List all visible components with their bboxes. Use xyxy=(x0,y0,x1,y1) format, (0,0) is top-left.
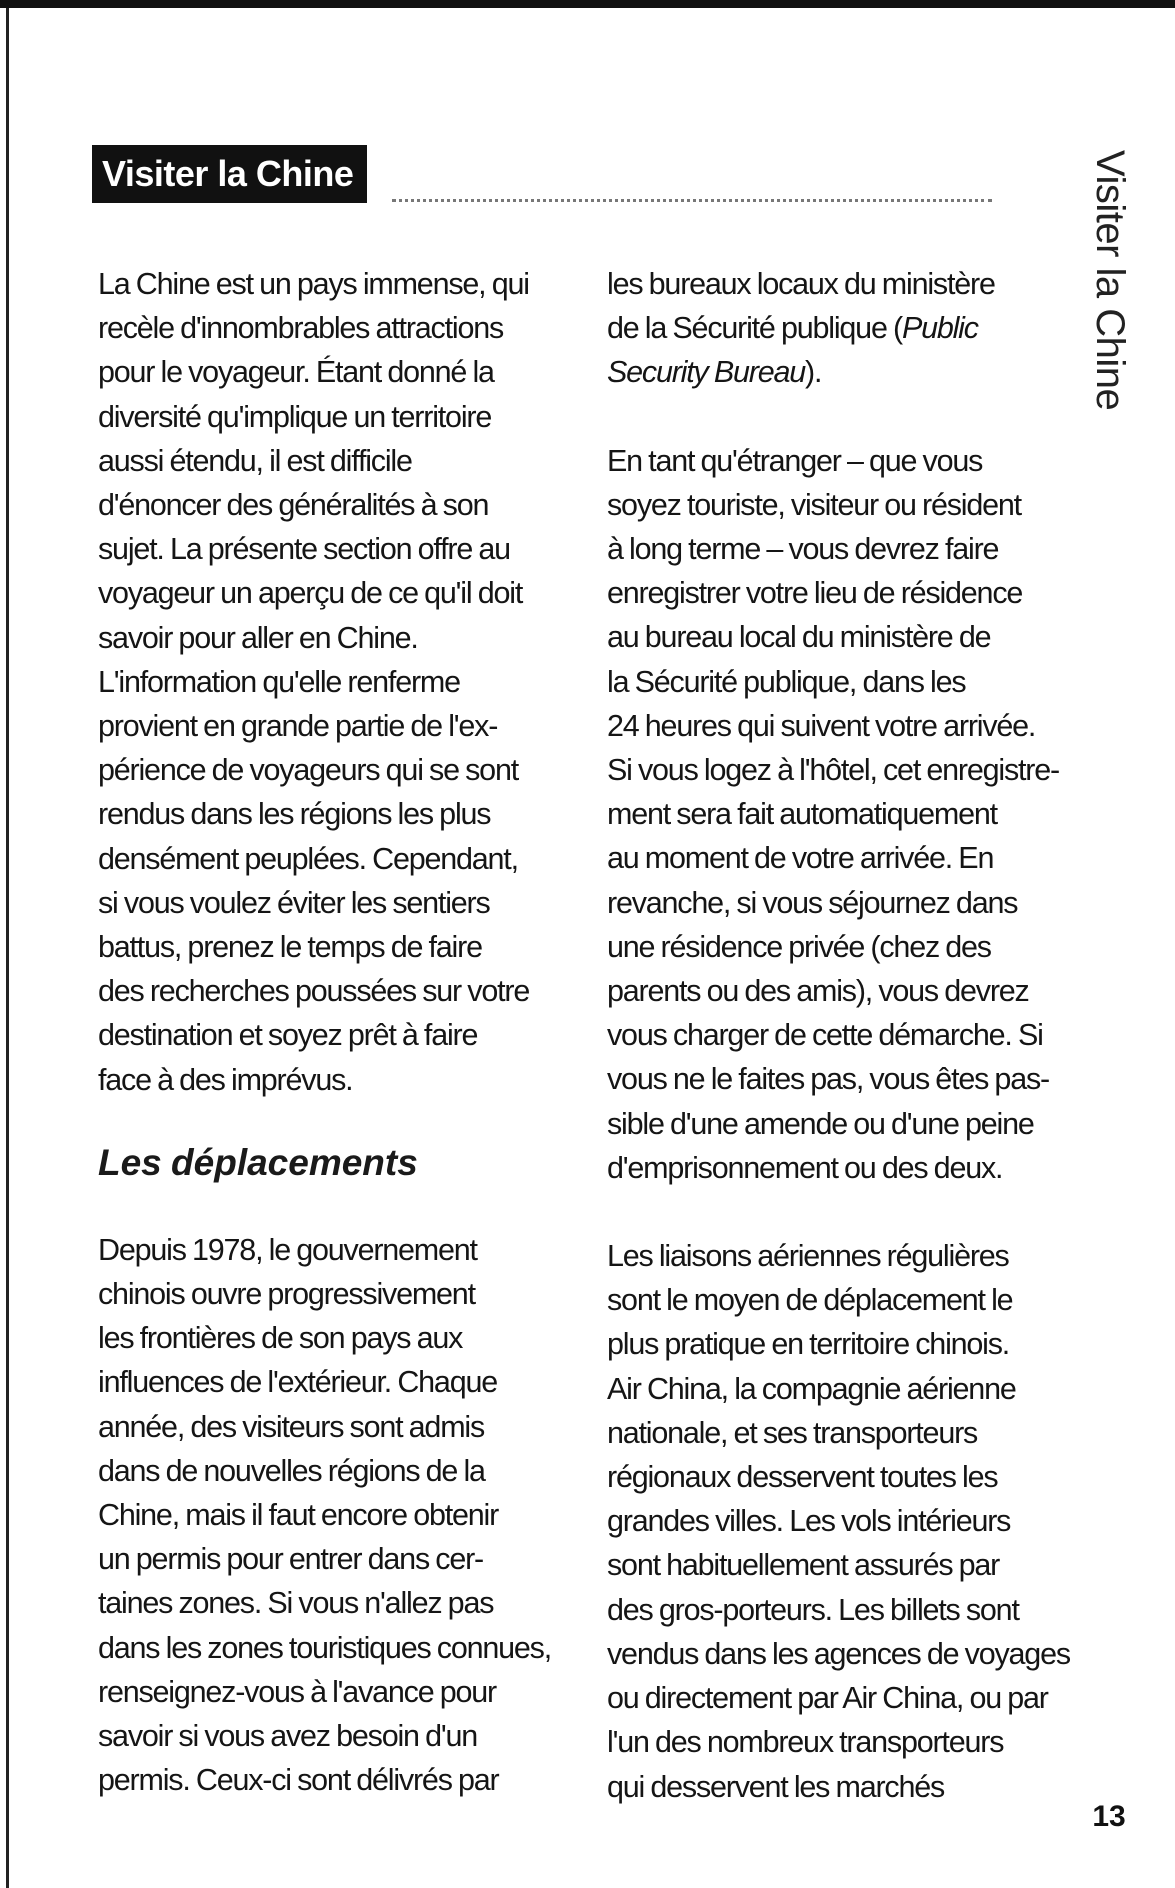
text-line: battus, prenez le temps de faire xyxy=(98,930,482,965)
text-line: des recherches poussées sur votre xyxy=(98,974,530,1009)
text-line: ). xyxy=(805,355,822,390)
side-tab-label: Visiter la Chine xyxy=(1088,150,1132,410)
top-rule xyxy=(0,0,1175,8)
text-line: d'emprisonnement ou des deux. xyxy=(607,1150,1003,1185)
text-line: l'un des nombreux transporteurs xyxy=(607,1725,1004,1760)
text-line: densément peuplées. Cependant, xyxy=(98,841,518,876)
header-dotted-rule xyxy=(392,199,992,202)
text-line: Air China, la compagnie aérienne xyxy=(607,1371,1016,1406)
text-line: à long terme – vous devrez faire xyxy=(607,532,999,567)
italic-text: Public xyxy=(901,311,978,346)
text-line: pour le voyageur. Étant donné la xyxy=(98,355,494,390)
text-line: aussi étendu, il est difficile xyxy=(98,443,412,478)
text-line: ou directement par Air China, ou par xyxy=(607,1681,1048,1716)
text-line: si vous voulez éviter les sentiers xyxy=(98,885,490,920)
registration-paragraph xyxy=(607,439,1077,1190)
text-line: influences de l'extérieur. Chaque xyxy=(98,1365,497,1400)
text-line: savoir pour aller en Chine. xyxy=(98,620,418,655)
text-line: face à des imprévus. xyxy=(98,1062,353,1097)
text-line: 24 heures qui suivent votre arrivée. xyxy=(607,708,1036,743)
text-line: destination et soyez prêt à faire xyxy=(98,1018,478,1053)
text-line: Les liaisons aériennes régulières xyxy=(607,1239,1009,1274)
text-line: au bureau local du ministère de xyxy=(607,620,991,655)
text-line: la Sécurité publique, dans les xyxy=(607,664,966,699)
text-line: ment sera fait automatiquement xyxy=(607,797,997,832)
text-line: d'énoncer des généralités à son xyxy=(98,488,489,523)
text-line: les frontières de son pays aux xyxy=(98,1321,463,1356)
text-line: année, des visiteurs sont admis xyxy=(98,1409,485,1444)
text-line: savoir si vous avez besoin d'un xyxy=(98,1719,477,1754)
text-line: recèle d'innombrables attractions xyxy=(98,311,504,346)
side-tab xyxy=(1080,150,1140,410)
text-line: revanche, si vous séjournez dans xyxy=(607,885,1018,920)
italic-text: Security Bureau xyxy=(607,355,805,390)
text-line: Si vous logez à l'hôtel, cet enregistre- xyxy=(607,753,1059,788)
text-line: de la Sécurité publique ( xyxy=(607,311,902,346)
text-line: sujet. La présente section offre au xyxy=(98,532,510,567)
intro-paragraph xyxy=(98,262,568,1102)
text-line: une résidence privée (chez des xyxy=(607,929,991,964)
text-line: voyageur un aperçu de ce qu'il doit xyxy=(98,576,523,611)
left-page-edge xyxy=(6,8,9,1888)
text-line: qui desservent les marchés xyxy=(607,1769,945,1804)
text-line: enregistrer votre lieu de résidence xyxy=(607,576,1023,611)
air-travel-paragraph xyxy=(607,1234,1077,1809)
text-line: diversité qu'implique un territoire xyxy=(98,399,492,434)
text-line: sible d'une amende ou d'une peine xyxy=(607,1106,1034,1141)
left-column xyxy=(98,262,568,1803)
text-line: Chine, mais il faut encore obtenir xyxy=(98,1498,499,1533)
text-line: En tant qu'étranger – que vous xyxy=(607,443,983,478)
text-line: taines zones. Si vous n'allez pas xyxy=(98,1586,494,1621)
text-line: vous ne le faites pas, vous êtes pas- xyxy=(607,1062,1049,1097)
text-line: sont le moyen de déplacement le xyxy=(607,1283,1013,1318)
text-line: des gros-porteurs. Les billets sont xyxy=(607,1592,1019,1627)
section-heading: Les déplacements xyxy=(98,1141,418,1183)
page-title: Visiter la Chine xyxy=(92,145,367,203)
deplacements-paragraph xyxy=(98,1228,568,1803)
text-line: un permis pour entrer dans cer- xyxy=(98,1542,483,1577)
text-line: dans les zones touristiques connues, xyxy=(98,1630,551,1665)
text-line: nationale, et ses transporteurs xyxy=(607,1415,978,1450)
text-line: parents ou des amis), vous devrez xyxy=(607,974,1029,1009)
text-line: périence de voyageurs qui se sont xyxy=(98,753,518,788)
text-line: La Chine est un pays immense, qui xyxy=(98,267,529,301)
text-line: vous charger de cette démarche. Si xyxy=(607,1018,1043,1053)
text-line: renseignez-vous à l'avance pour xyxy=(98,1674,496,1709)
bureau-paragraph xyxy=(607,262,1077,395)
text-line: vendus dans les agences de voyages xyxy=(607,1636,1070,1671)
text-line: au moment de votre arrivée. En xyxy=(607,841,994,876)
text-line: L'information qu'elle renferme xyxy=(98,664,460,699)
text-line: les bureaux locaux du ministère xyxy=(607,267,995,301)
page-header xyxy=(92,145,912,205)
text-line: grandes villes. Les vols intérieurs xyxy=(607,1504,1011,1539)
text-line: chinois ouvre progressivement xyxy=(98,1277,475,1312)
page-number: 13 xyxy=(1092,1800,1126,1833)
text-line: plus pratique en territoire chinois. xyxy=(607,1327,1010,1362)
text-line: sont habituellement assurés par xyxy=(607,1548,1000,1583)
text-line: provient en grande partie de l'ex- xyxy=(98,709,498,744)
right-column xyxy=(607,262,1077,1809)
text-line: rendus dans les régions les plus xyxy=(98,797,491,832)
text-line: régionaux desservent toutes les xyxy=(607,1460,998,1495)
text-line: permis. Ceux-ci sont délivrés par xyxy=(98,1763,499,1798)
text-line: Depuis 1978, le gouvernement xyxy=(98,1232,477,1267)
text-line: dans de nouvelles régions de la xyxy=(98,1453,485,1488)
text-line: soyez touriste, visiteur ou résident xyxy=(607,487,1021,522)
